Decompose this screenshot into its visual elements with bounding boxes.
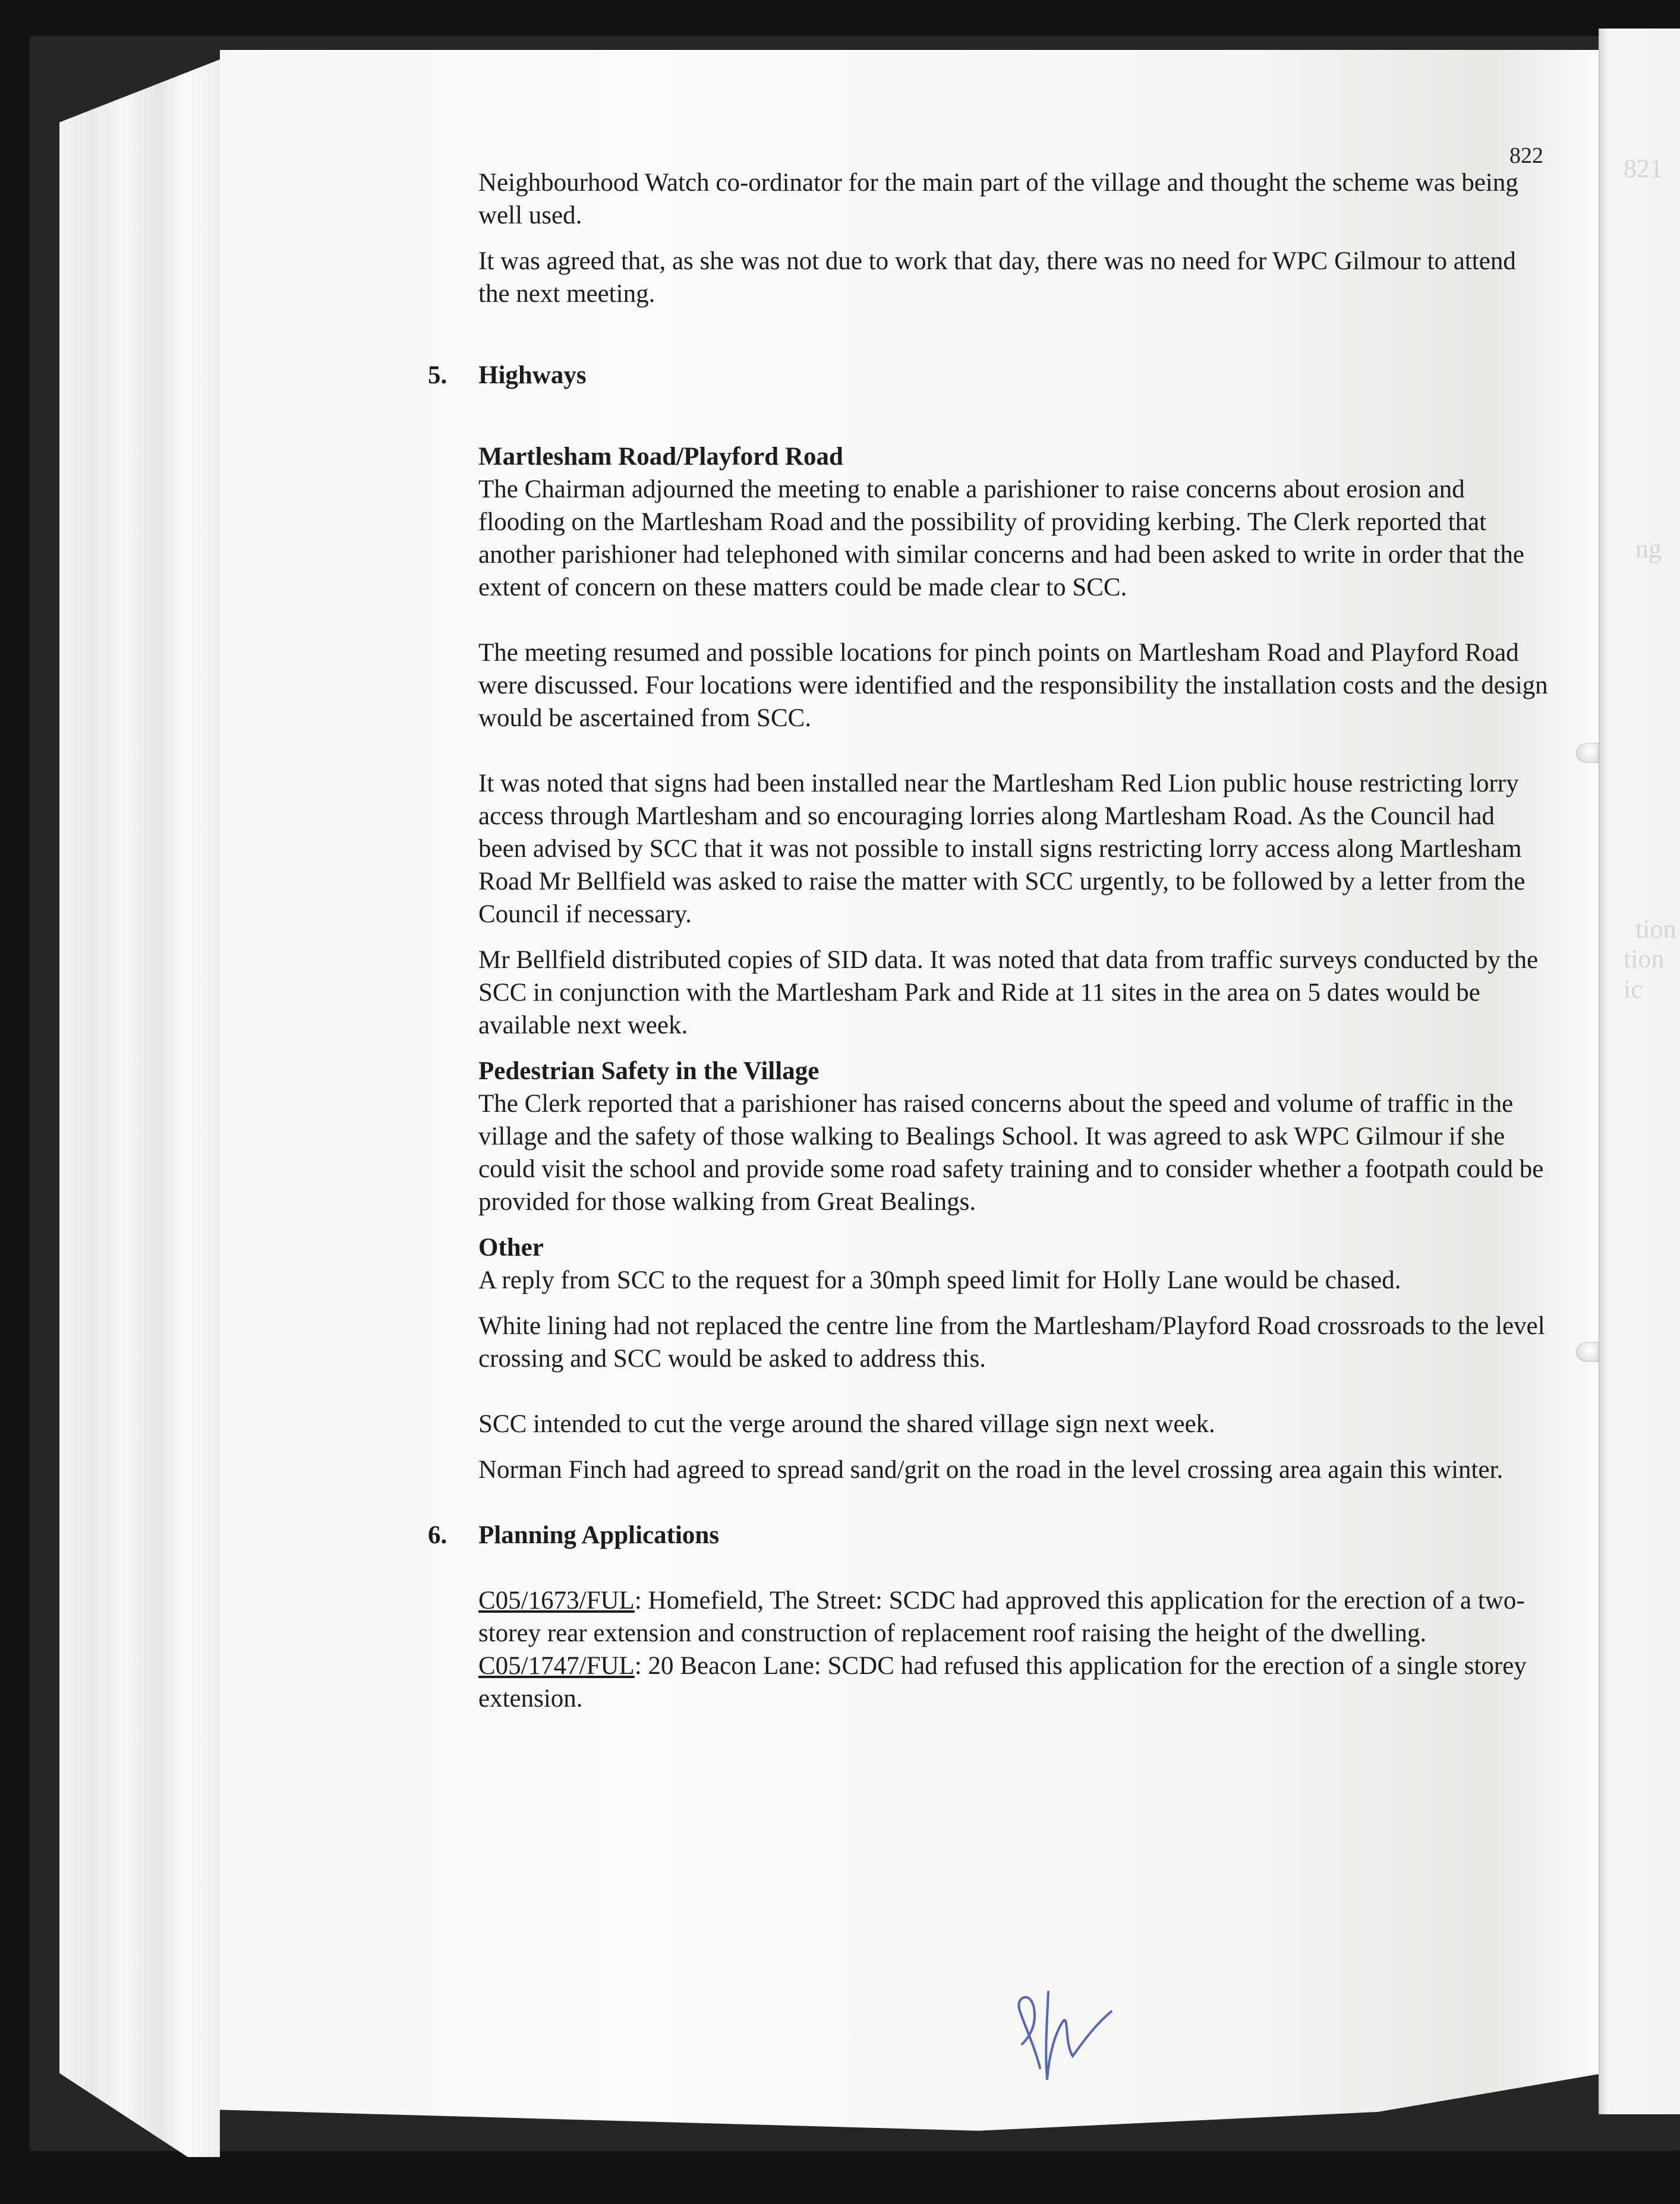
subsection-heading: Other <box>478 1234 544 1262</box>
paragraph: Mr Bellfield distributed copies of SID data. It was noted that data from traffic surveys conducted by the SCC in conjunction with the Martlesham Park and Ride at 11 sites in the area on 5 dates would be available next week. <box>478 946 1539 1039</box>
paragraph: White lining had not replaced the centre line from the Martlesham/Playford Road crossroads to the level crossing and SCC would be asked to address this. <box>478 1312 1545 1373</box>
page-holder-clip <box>1576 1342 1599 1362</box>
paragraph: It was noted that signs had been installed near the Martlesham Red Lion public house restricting lorry access through Martlesham and so encouraging lorries along Martlesham Road. As the Council had been advised by SCC that it was not possible to install signs restricting lorry access along Martlesham Road Mr Bellfield was asked to raise the matter with SCC urgently, to be followed by a letter from the Council if necessary. <box>478 770 1525 928</box>
minutes-content <box>428 166 1548 1715</box>
paragraph: A reply from SCC to the request for a 30mph speed limit for Holly Lane would be chased. <box>478 1266 1401 1294</box>
adjacent-page-text-ghost: tion ic <box>1624 944 1665 1004</box>
paragraph: SCC intended to cut the verge around the shared village sign next week. <box>478 1410 1215 1438</box>
section-heading-planning <box>428 1519 1548 1552</box>
intro-paragraph: Neighbourhood Watch co-ordinator for the main part of the village and thought the scheme was being well used. <box>478 169 1518 229</box>
page-edges-stack <box>59 59 220 2157</box>
application-reference: C05/1747/FUL <box>478 1652 635 1680</box>
application-text: : 20 Beacon Lane: SCDC had refused this application for the erection of a single storey extension. <box>478 1652 1527 1713</box>
application-reference: C05/1673/FUL <box>478 1587 635 1615</box>
section-title: Highways <box>478 361 587 389</box>
adjacent-page-text-ghost: ng <box>1635 534 1662 563</box>
paragraph: The Clerk reported that a parishioner has raised concerns about the speed and volume of traffic in the village and the safety of those walking to Bealings School. It was agreed to ask WPC Gilmour if she could visit the school and provide some road safety training and to consider whether a footpath could be provided for those walking from Great Bealings. <box>478 1090 1544 1216</box>
page-number: 822 <box>1509 143 1543 168</box>
subsection-heading: Martlesham Road/Playford Road <box>478 443 843 471</box>
planning-application <box>478 1584 1548 1650</box>
adjacent-page-number-ghost: 821 <box>1624 154 1663 183</box>
paragraph: The Chairman adjourned the meeting to enable a parishioner to raise concerns about erosion and flooding on the Martlesham Road and the possibility of providing kerbing. The Clerk reported that another parishioner had telephoned with similar concerns and had been asked to write in order that the extent of concern on these matters could be made clear to SCC. <box>478 475 1525 601</box>
section-heading-highways <box>428 359 1548 392</box>
section-number: 6. <box>428 1521 447 1549</box>
handwritten-initials-icon <box>998 1985 1117 2092</box>
adjacent-page <box>1599 29 1680 2114</box>
planning-application <box>478 1650 1548 1715</box>
adjacent-page-text-ghost: tion <box>1635 915 1676 944</box>
paragraph: Norman Finch had agreed to spread sand/grit on the road in the level crossing area again this winter. <box>478 1456 1504 1484</box>
page-holder-clip <box>1576 743 1599 763</box>
section-number: 5. <box>428 361 447 389</box>
intro-paragraph: It was agreed that, as she was not due to work that day, there was no need for WPC Gilmour to attend the next meeting. <box>478 247 1516 308</box>
subsection-heading: Pedestrian Safety in the Village <box>478 1057 819 1085</box>
section-title: Planning Applications <box>478 1521 720 1549</box>
paragraph: The meeting resumed and possible locations for pinch points on Martlesham Road and Playford Road were discussed. Four locations were identified and the responsibility the installation costs and the design would be ascertained from SCC. <box>478 639 1548 732</box>
application-text: : Homefield, The Street: SCDC had approved this application for the erection of a two-storey rear extension and construction of replacement roof raising the height of the dwelling. <box>478 1587 1525 1647</box>
